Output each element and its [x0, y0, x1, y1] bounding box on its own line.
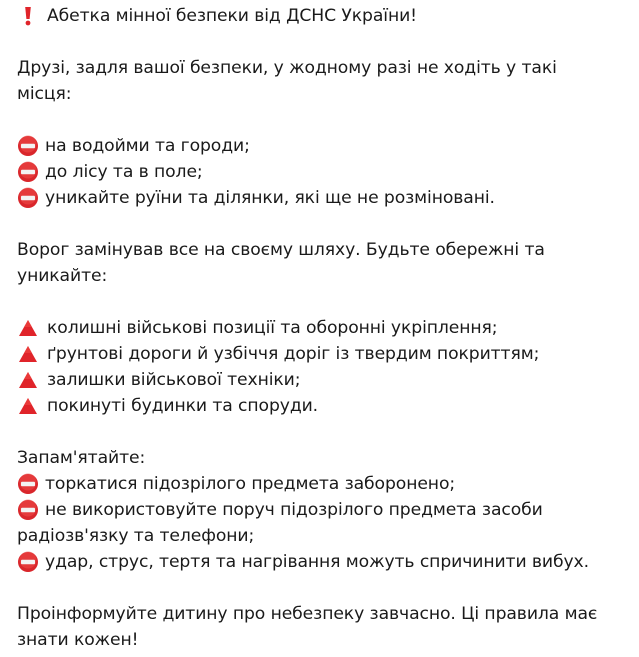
red-triangle-icon [17, 395, 37, 417]
remember-item-continuation: радіозв'язку та телефони; [17, 526, 255, 546]
forbidden-item [17, 133, 639, 159]
no-entry-icon [17, 551, 39, 573]
remember-item-text: удар, струс, тертя та нагрівання можуть спричинити вибух. [45, 552, 589, 572]
forbidden-item [17, 159, 639, 185]
avoid-item-text: ґрунтові дороги й узбіччя доріг із твердим покриттям; [47, 344, 540, 364]
remember-item [17, 471, 639, 497]
avoid-item-text: покинуті будинки та споруди. [47, 396, 319, 416]
red-triangle-icon [17, 369, 37, 391]
intro-line-1: Друзі, задля вашої безпеки, у жодному разі не ходіть у такі [17, 58, 557, 78]
avoid-item [17, 341, 639, 367]
forbidden-item-text: на водойми та городи; [45, 136, 250, 156]
intro-line-2: місця: [17, 84, 72, 104]
no-entry-icon [17, 135, 39, 157]
exclamation-icon [17, 5, 37, 27]
forbidden-item-text: уникайте руїни та ділянки, які ще не розміновані. [45, 188, 495, 208]
avoid-item [17, 315, 639, 341]
no-entry-icon [17, 187, 39, 209]
warning-line-2: уникайте: [17, 266, 108, 286]
red-triangle-icon [17, 343, 37, 365]
title-text: Абетка мінної безпеки від ДСНС України! [47, 6, 417, 26]
avoid-item [17, 393, 639, 419]
remember-item [17, 497, 639, 523]
avoid-item [17, 367, 639, 393]
avoid-item-text: колишні військові позиції та оборонні укріплення; [47, 318, 498, 338]
no-entry-icon [17, 499, 39, 521]
forbidden-item-text: до лісу та в поле; [45, 162, 203, 182]
remember-heading: Запам'ятайте: [17, 448, 146, 468]
remember-item-text: торкатися підозрілого предмета заборонено; [45, 474, 456, 494]
remember-item [17, 549, 639, 575]
red-triangle-icon [17, 317, 37, 339]
no-entry-icon [17, 473, 39, 495]
forbidden-item [17, 185, 639, 211]
closing-line-2: знати кожен! [17, 630, 139, 650]
remember-item-text: не використовуйте поруч підозрілого предмета засоби [45, 500, 543, 520]
no-entry-icon [17, 161, 39, 183]
warning-line-1: Ворог замінував все на своєму шляху. Будьте обережні та [17, 240, 545, 260]
closing-line-1: Проінформуйте дитину про небезпеку завчасно. Ці правила має [17, 604, 598, 624]
avoid-item-text: залишки військової техніки; [47, 370, 301, 390]
message-title [17, 3, 639, 29]
